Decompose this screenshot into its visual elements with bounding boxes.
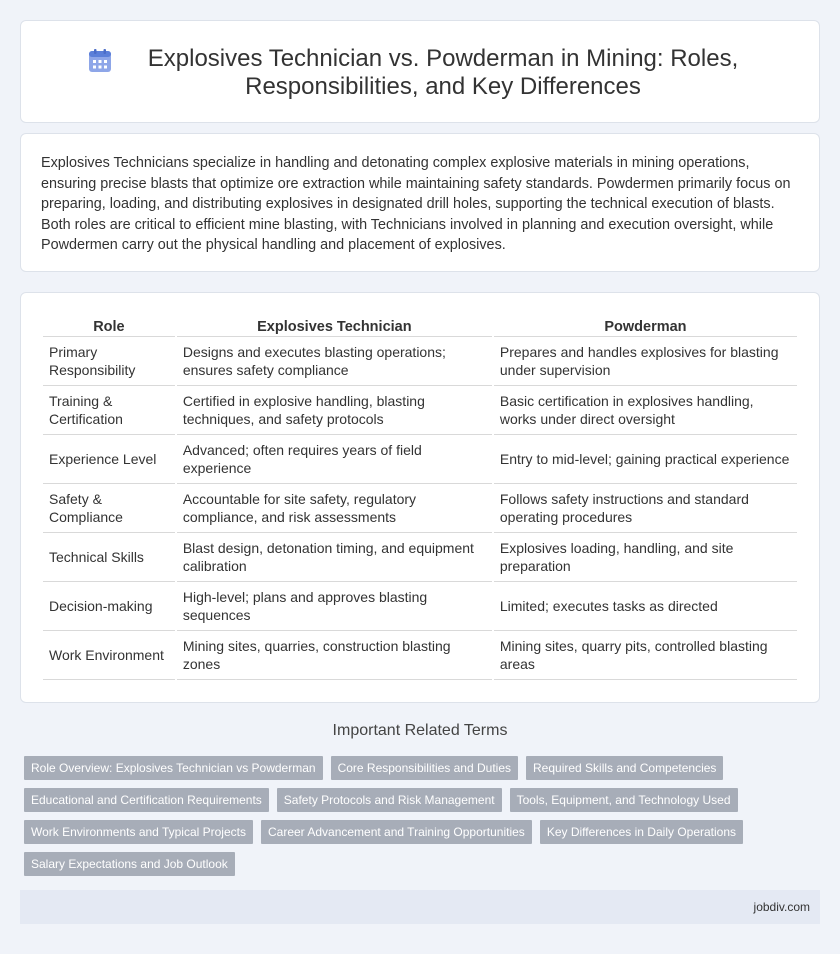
page-title: Explosives Technician vs. Powderman in Mining: Roles, Responsibilities, and Key Differences — [147, 45, 739, 100]
technician-cell: High-level; plans and approves blasting sequences — [177, 582, 492, 631]
powderman-cell: Explosives loading, handling, and site preparation — [494, 533, 797, 582]
related-term-tag[interactable]: Salary Expectations and Job Outlook — [24, 852, 235, 876]
related-term-tag[interactable]: Core Responsibilities and Duties — [331, 756, 518, 780]
table-header-row — [43, 315, 797, 337]
powderman-cell: Limited; executes tasks as directed — [494, 582, 797, 631]
technician-cell: Certified in explosive handling, blasting techniques, and safety protocols — [177, 386, 492, 435]
header-explosives-technician: Explosives Technician — [177, 315, 492, 337]
related-term-tag[interactable]: Required Skills and Competencies — [526, 756, 723, 780]
powderman-cell: Basic certification in explosives handling, works under direct oversight — [494, 386, 797, 435]
header-powderman: Powderman — [494, 315, 797, 337]
comparison-card — [20, 292, 820, 703]
header-role: Role — [43, 315, 175, 337]
related-term-tag[interactable]: Tools, Equipment, and Technology Used — [510, 788, 738, 812]
title-wrap — [21, 21, 819, 101]
table-row — [43, 533, 797, 582]
related-terms-heading: Important Related Terms — [332, 722, 508, 739]
technician-cell: Advanced; often requires years of field experience — [177, 435, 492, 484]
footer-site-link[interactable]: jobdiv.com — [753, 900, 810, 914]
table-row — [43, 484, 797, 533]
title-card — [20, 20, 820, 123]
table-row — [43, 337, 797, 386]
technician-cell: Accountable for site safety, regulatory compliance, and risk assessments — [177, 484, 492, 533]
footer — [20, 890, 820, 924]
row-label: Work Environment — [43, 631, 175, 680]
powderman-cell: Mining sites, quarry pits, controlled blasting areas — [494, 631, 797, 680]
table-row — [43, 582, 797, 631]
row-label: Training & Certification — [43, 386, 175, 435]
related-term-tag[interactable]: Career Advancement and Training Opportunities — [261, 820, 532, 844]
table-row — [43, 386, 797, 435]
row-label: Decision-making — [43, 582, 175, 631]
powderman-cell: Follows safety instructions and standard operating procedures — [494, 484, 797, 533]
table-row — [43, 435, 797, 484]
related-term-tag[interactable]: Key Differences in Daily Operations — [540, 820, 743, 844]
row-label: Technical Skills — [43, 533, 175, 582]
technician-cell: Mining sites, quarries, construction blasting zones — [177, 631, 492, 680]
summary-card — [20, 133, 820, 272]
row-label: Experience Level — [43, 435, 175, 484]
related-term-tag[interactable]: Educational and Certification Requirements — [24, 788, 269, 812]
related-term-tag[interactable]: Role Overview: Explosives Technician vs Powderman — [24, 756, 323, 780]
powderman-cell: Prepares and handles explosives for blasting under supervision — [494, 337, 797, 386]
related-term-tag[interactable]: Work Environments and Typical Projects — [24, 820, 253, 844]
table-row — [43, 631, 797, 680]
technician-cell: Designs and executes blasting operations; ensures safety compliance — [177, 337, 492, 386]
related-terms-list — [24, 756, 824, 884]
row-label: Safety & Compliance — [43, 484, 175, 533]
row-label: Primary Responsibility — [43, 337, 175, 386]
calendar-icon — [87, 48, 113, 74]
comparison-table — [41, 315, 799, 680]
summary-text: Explosives Technicians specialize in handling and detonating complex explosive materials in mining operations, ensuring precise blasts that optimize ore extraction while maintaining safety standards. Powdermen primarily focus on preparing, loading, and distributing explosives in designated drill holes, supporting the technical execution of blasts. Both roles are critical to efficient mine blasting, with Technicians involved in planning and execution oversight, while Powdermen carry out the physical handling and placement of explosives. — [41, 155, 791, 253]
related-term-tag[interactable]: Safety Protocols and Risk Management — [277, 788, 502, 812]
technician-cell: Blast design, detonation timing, and equipment calibration — [177, 533, 492, 582]
powderman-cell: Entry to mid-level; gaining practical experience — [494, 435, 797, 484]
